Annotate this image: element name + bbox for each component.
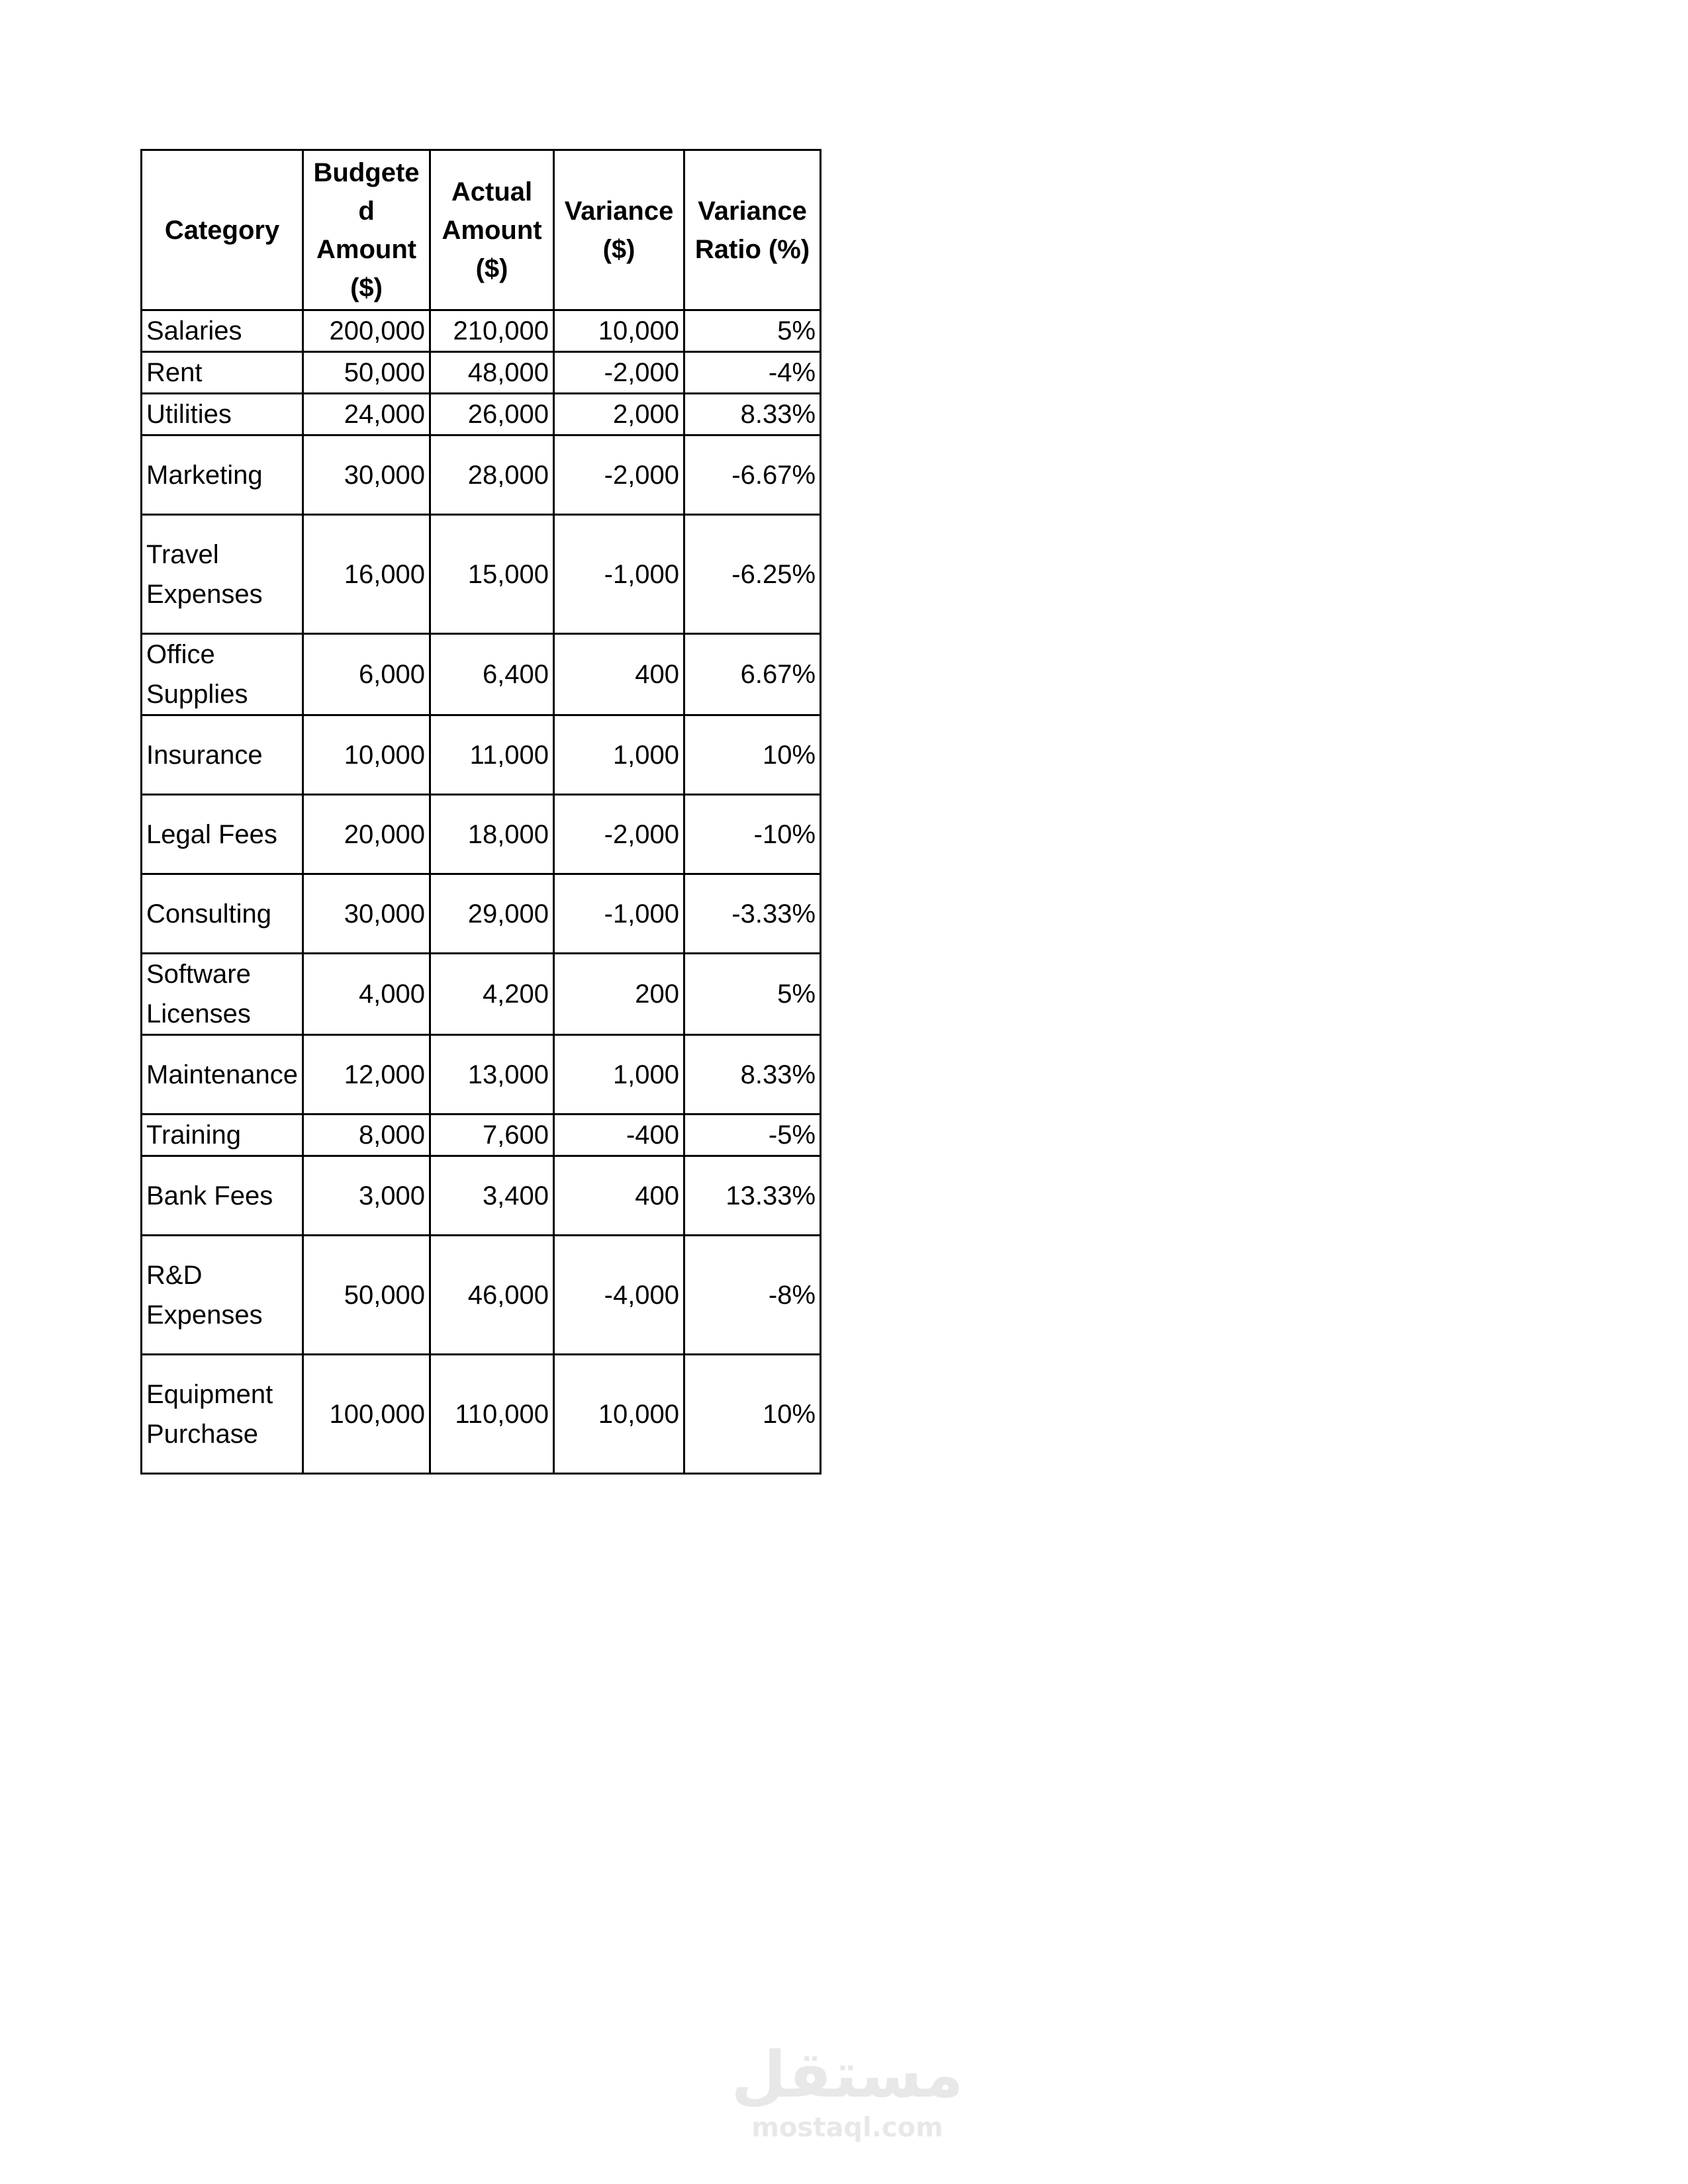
table-row [142, 1355, 821, 1474]
budgeted-cell: 50,000 [303, 352, 430, 394]
header-variance: Variance ($) [554, 150, 684, 310]
variance-cell: 1,000 [554, 1035, 684, 1115]
ratio-cell: 8.33% [684, 1035, 821, 1115]
category-cell: Marketing [142, 435, 303, 515]
ratio-cell: -8% [684, 1236, 821, 1355]
table-row [142, 1115, 821, 1156]
actual-cell: 29,000 [430, 874, 554, 954]
header-actual-amount: Actual Amount ($) [430, 150, 554, 310]
category-cell: Equipment Purchase [142, 1355, 303, 1474]
budgeted-cell: 20,000 [303, 795, 430, 874]
actual-cell: 15,000 [430, 515, 554, 634]
table-row [142, 1236, 821, 1355]
category-cell: Consulting [142, 874, 303, 954]
watermark [728, 2038, 966, 2144]
actual-cell: 28,000 [430, 435, 554, 515]
table-row [142, 795, 821, 874]
variance-cell: 1,000 [554, 715, 684, 795]
table-row [142, 310, 821, 352]
table-row [142, 874, 821, 954]
watermark-url: mostaql.com [751, 2113, 943, 2143]
ratio-cell: 5% [684, 310, 821, 352]
header-category: Category [142, 150, 303, 310]
ratio-cell: 5% [684, 954, 821, 1035]
header-budgeted-amount: Budgete d Amount ($) [303, 150, 430, 310]
watermark-logo: مستقل [731, 2038, 964, 2112]
variance-cell: -2,000 [554, 435, 684, 515]
table-row [142, 435, 821, 515]
ratio-cell: 10% [684, 1355, 821, 1474]
budget-variance-table [140, 149, 821, 1475]
budgeted-cell: 16,000 [303, 515, 430, 634]
variance-cell: -1,000 [554, 515, 684, 634]
category-cell: Office Supplies [142, 634, 303, 715]
budgeted-cell: 24,000 [303, 394, 430, 435]
category-cell: Utilities [142, 394, 303, 435]
variance-cell: 10,000 [554, 1355, 684, 1474]
table-row [142, 352, 821, 394]
budgeted-cell: 100,000 [303, 1355, 430, 1474]
variance-cell: 400 [554, 1156, 684, 1236]
variance-cell: -2,000 [554, 795, 684, 874]
category-cell: Rent [142, 352, 303, 394]
ratio-cell: -3.33% [684, 874, 821, 954]
category-cell: Insurance [142, 715, 303, 795]
header-variance-ratio: Variance Ratio (%) [684, 150, 821, 310]
category-cell: Salaries [142, 310, 303, 352]
ratio-cell: -6.25% [684, 515, 821, 634]
category-cell: Maintenance [142, 1035, 303, 1115]
budgeted-cell: 10,000 [303, 715, 430, 795]
variance-cell: 2,000 [554, 394, 684, 435]
category-cell: Software Licenses [142, 954, 303, 1035]
budgeted-cell: 200,000 [303, 310, 430, 352]
table-row [142, 634, 821, 715]
actual-cell: 3,400 [430, 1156, 554, 1236]
header-row [142, 150, 821, 310]
variance-cell: -400 [554, 1115, 684, 1156]
actual-cell: 210,000 [430, 310, 554, 352]
actual-cell: 7,600 [430, 1115, 554, 1156]
budgeted-cell: 50,000 [303, 1236, 430, 1355]
ratio-cell: 10% [684, 715, 821, 795]
budgeted-cell: 30,000 [303, 874, 430, 954]
variance-cell: 400 [554, 634, 684, 715]
budgeted-cell: 3,000 [303, 1156, 430, 1236]
variance-cell: -1,000 [554, 874, 684, 954]
actual-cell: 48,000 [430, 352, 554, 394]
ratio-cell: 8.33% [684, 394, 821, 435]
budgeted-cell: 8,000 [303, 1115, 430, 1156]
actual-cell: 6,400 [430, 634, 554, 715]
actual-cell: 4,200 [430, 954, 554, 1035]
category-cell: R&D Expenses [142, 1236, 303, 1355]
table-row [142, 954, 821, 1035]
budgeted-cell: 6,000 [303, 634, 430, 715]
variance-cell: 10,000 [554, 310, 684, 352]
table-row [142, 1156, 821, 1236]
ratio-cell: 6.67% [684, 634, 821, 715]
actual-cell: 13,000 [430, 1035, 554, 1115]
ratio-cell: -10% [684, 795, 821, 874]
table-row [142, 394, 821, 435]
actual-cell: 46,000 [430, 1236, 554, 1355]
table-row [142, 515, 821, 634]
ratio-cell: -6.67% [684, 435, 821, 515]
actual-cell: 110,000 [430, 1355, 554, 1474]
ratio-cell: -4% [684, 352, 821, 394]
variance-cell: -2,000 [554, 352, 684, 394]
budgeted-cell: 4,000 [303, 954, 430, 1035]
variance-cell: 200 [554, 954, 684, 1035]
ratio-cell: 13.33% [684, 1156, 821, 1236]
category-cell: Travel Expenses [142, 515, 303, 634]
variance-cell: -4,000 [554, 1236, 684, 1355]
category-cell: Legal Fees [142, 795, 303, 874]
budgeted-cell: 30,000 [303, 435, 430, 515]
table-row [142, 1035, 821, 1115]
table-row [142, 715, 821, 795]
actual-cell: 26,000 [430, 394, 554, 435]
budgeted-cell: 12,000 [303, 1035, 430, 1115]
actual-cell: 18,000 [430, 795, 554, 874]
ratio-cell: -5% [684, 1115, 821, 1156]
actual-cell: 11,000 [430, 715, 554, 795]
category-cell: Bank Fees [142, 1156, 303, 1236]
category-cell: Training [142, 1115, 303, 1156]
